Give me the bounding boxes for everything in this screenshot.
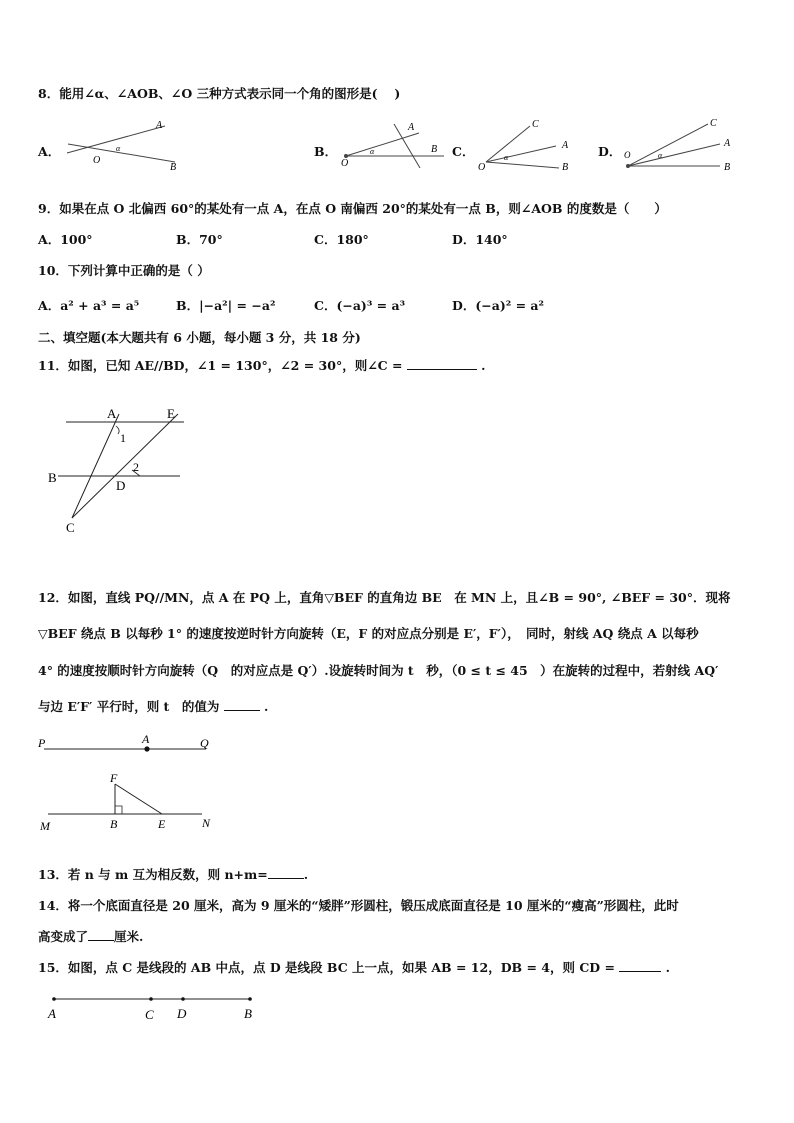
q15-label-B: B xyxy=(244,1006,252,1021)
q12-answer-blank[interactable] xyxy=(224,698,260,711)
q14-line1: 14．将一个底面直径是 20 厘米，高为 9 厘米的“矮胖”形圆柱，锻压成底面直径是 10 厘米的“瘦高”形圆柱，此时 xyxy=(38,898,679,913)
q15-answer-blank[interactable] xyxy=(619,959,661,972)
q8-d-label-O: O xyxy=(624,150,631,160)
q8-figure-c xyxy=(474,118,584,170)
q8-d-label-B: B xyxy=(724,162,731,173)
q11-label-A: A xyxy=(107,406,117,421)
q8-d-label-C: C xyxy=(710,118,717,129)
q9-stem: 9．如果在点 O 北偏西 60°的某处有一点 A，在点 O 南偏西 20°的某处有一点 B，则∠AOB 的度数是（ ） xyxy=(38,201,667,216)
q11-label-2: 2 xyxy=(133,460,139,474)
q8-a-label-A: A xyxy=(156,120,163,131)
q11-label-D: D xyxy=(116,478,126,493)
q12-figure xyxy=(34,730,224,836)
q8-option-a-label: A． xyxy=(38,144,61,159)
q8-c-label-alpha: α xyxy=(504,153,509,162)
q8-b-label-B: B xyxy=(431,144,438,155)
q14-line2-text: 高变成了 xyxy=(38,929,89,944)
q11-label-C: C xyxy=(66,520,75,535)
q12-label-E: E xyxy=(158,817,166,831)
q8-c-label-O: O xyxy=(478,162,486,170)
q8-b-label-alpha: α xyxy=(370,147,375,156)
q8-figure-a xyxy=(60,118,185,170)
q11-label-B: B xyxy=(48,470,57,485)
q15-stem-text: 15．如图，点 C 是线段的 AB 中点，点 D 是线段 BC 上一点，如果 AB = 12，DB = 4，则 CD = xyxy=(38,960,615,975)
q9-option-c: C．180° xyxy=(314,232,369,247)
q8-c-label-A: A xyxy=(562,140,569,151)
q8-a-label-B: B xyxy=(170,162,177,170)
q8-d-label-A: A xyxy=(724,138,731,149)
q12-line4-text: 与边 E′F′ 平行时，则 t 的值为 xyxy=(38,699,220,714)
q8-figure-b xyxy=(336,118,448,168)
q14-line2 xyxy=(38,927,143,945)
q11-answer-blank[interactable] xyxy=(407,357,477,370)
q11-label-1: 1 xyxy=(120,431,126,445)
q14-line2-end: 厘米. xyxy=(114,929,144,944)
q8-b-label-A: A xyxy=(408,122,415,133)
q15-stem xyxy=(38,958,670,976)
q8-d-label-alpha: α xyxy=(658,151,663,160)
q14-answer-blank[interactable] xyxy=(88,928,114,941)
q12-label-N: N xyxy=(202,816,211,830)
q13-stem-end: . xyxy=(303,867,309,882)
q9-option-b: B．70° xyxy=(176,232,223,247)
q10-option-a: A．a² + a³ = a⁵ xyxy=(38,298,140,313)
q12-label-M: M xyxy=(40,819,50,833)
q11-stem-end: . xyxy=(481,358,486,373)
q8-option-b-label: B． xyxy=(314,144,338,159)
q12-label-F: F xyxy=(110,771,118,785)
q8-figure-d xyxy=(620,116,738,174)
q15-label-C: C xyxy=(145,1007,154,1022)
q8-option-c-label: C． xyxy=(452,144,475,159)
q8-a-label-O: O xyxy=(93,155,101,166)
q12-label-B: B xyxy=(110,817,118,831)
q8-c-label-C: C xyxy=(532,119,539,130)
q10-option-b: B．|−a²| = −a² xyxy=(176,298,276,313)
section-heading: 二、填空题(本大题共有 6 小题，每小题 3 分，共 18 分) xyxy=(38,330,361,345)
q12-line1: 12．如图，直线 PQ//MN，点 A 在 PQ 上，直角▽BEF 的直角边 BE 在 MN 上，且∠B = 90°, ∠BEF = 30°．现将 xyxy=(38,590,731,605)
q8-c-label-B: B xyxy=(562,162,569,170)
q12-line4-end: . xyxy=(264,699,269,714)
q11-stem-text: 11．如图，已知 AE//BD，∠1 = 130°，∠2 = 30°，则∠C = xyxy=(38,358,403,373)
q11-label-E: E xyxy=(167,406,175,421)
q12-label-A: A xyxy=(142,732,150,746)
q10-option-d: D．(−a)² = a² xyxy=(452,298,544,313)
q8-a-label-alpha: α xyxy=(116,144,121,153)
q10-stem: 10．下列计算中正确的是（ ） xyxy=(38,263,210,278)
q9-option-d: D．140° xyxy=(452,232,508,247)
q13-stem-text: 13．若 n 与 m 互为相反数，则 n+m= xyxy=(38,867,268,882)
q15-label-D: D xyxy=(177,1006,187,1021)
q10-option-c: C．(−a)³ = a³ xyxy=(314,298,406,313)
q9-option-a: A．100° xyxy=(38,232,93,247)
q8-b-label-O: O xyxy=(341,158,349,168)
q11-figure xyxy=(44,400,194,536)
q12-label-Q: Q xyxy=(200,736,209,750)
q12-line4 xyxy=(38,697,268,715)
q13-stem xyxy=(38,865,308,883)
q8-stem: 8．能用∠α、∠AOB、∠O 三种方式表示同一个角的图形是( ) xyxy=(38,86,401,101)
q12-line2: ▽BEF 绕点 B 以每秒 1° 的速度按逆时针方向旋转（E，F 的对应点分别是 E′，F′）， 同时，射线 AQ 绕点 A 以每秒 xyxy=(38,626,699,641)
q15-stem-end: . xyxy=(665,960,671,975)
q15-label-A: A xyxy=(48,1006,56,1021)
q12-line3: 4° 的速度按顺时针方向旋转（Q 的对应点是 Q′）.设旋转时间为 t 秒，（0 ≤ t ≤ 45 ）在旋转的过程中，若射线 AQ′ xyxy=(38,663,719,678)
q15-figure xyxy=(40,988,270,1028)
q8-option-d-label: D． xyxy=(598,144,622,159)
q11-stem xyxy=(38,356,486,374)
q13-answer-blank[interactable] xyxy=(268,866,304,879)
q12-label-P: P xyxy=(38,736,46,750)
